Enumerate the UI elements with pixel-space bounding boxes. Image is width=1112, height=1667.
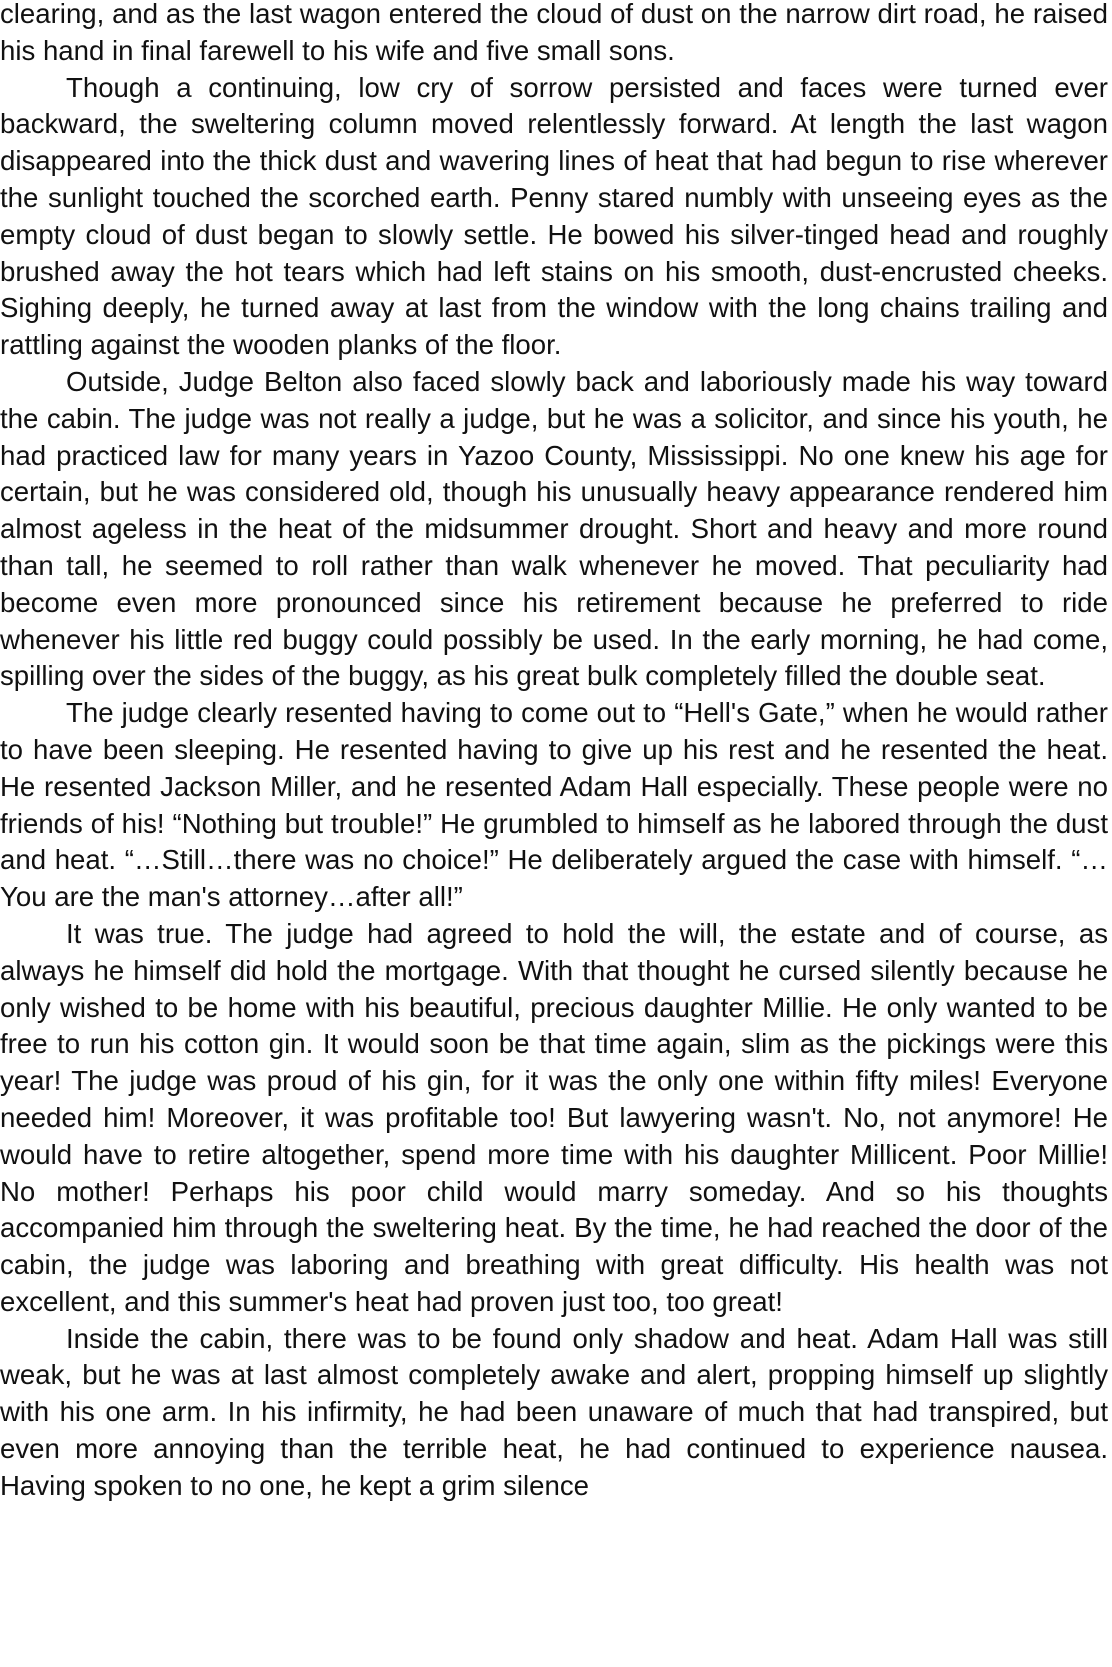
paragraph: It was true. The judge had agreed to hold the will, the estate and of course, as always he himself did hold the mortgage. With that thought he cursed silently because he only wished to be home with his beautiful, precious daughter Millie. He only wanted to be free to run his cotton gin. It would soon be that time again, slim as the pickings were this year! The judge was proud of his gin, for it was the only one within fifty miles! Everyone needed him! Moreover, it was profitable too! But lawyering wasn't. No, not anymore! He would have to retire altogether, spend more time with his daughter Millicent. Poor Millie! No mother! Perhaps his poor child would marry someday. And so his thoughts accompanied him through the sweltering heat. By the time, he had reached the door of the cabin, the judge was laboring and breathing with great difficulty. His health was not excellent, and this summer's heat had proven just too, too great! <box>0 917 1108 1317</box>
paragraph: Though a continuing, low cry of sorrow persisted and faces were turned ever backward, the sweltering column moved relentlessly forward. At length the last wagon disappeared into the thick dust and wavering lines of heat that had begun to rise wherever the sunlight touched the scorched earth. Penny stared numbly with unseeing eyes as the empty cloud of dust began to slowly settle. He bowed his silver-tinged head and roughly brushed away the hot tears which had left stains on his smooth, dust-encrusted cheeks. Sighing deeply, he turned away at last from the window with the long chains trailing and rattling against the wooden planks of the floor. <box>0 71 1108 361</box>
paragraph: Inside the cabin, there was to be found only shadow and heat. Adam Hall was still weak, but he was at last almost completely awake and alert, propping himself up slightly with his one arm. In his infirmity, he had been unaware of much that had transpired, but even more annoying than the terrible heat, he had continued to experience nausea. Having spoken to no one, he kept a grim silence <box>0 1322 1108 1501</box>
paragraph: The judge clearly resented having to come out to “Hell's Gate,” when he would rather to have been sleeping. He resented having to give up his rest and he resented the heat. He resented Jackson Miller, and he resented Adam Hall especially. These people were no friends of his! “Nothing but trouble!” He grumbled to himself as he labored through the dust and heat. “…Still…there was no choice!” He deliberately argued the case with himself. “…You are the man's attorney…after all!” <box>0 697 1108 913</box>
paragraph-continued: clearing, and as the last wagon entered the cloud of dust on the narrow dirt road, he raised his hand in final farewell to his wife and five small sons. <box>0 0 1108 66</box>
paragraph: Outside, Judge Belton also faced slowly back and laboriously made his way toward the cabin. The judge was not really a judge, but he was a solicitor, and since his youth, he had practiced law for many years in Yazoo County, Mississippi. No one knew his age for certain, but he was considered old, though his unusually heavy appearance rendered him almost ageless in the heat of the midsummer drought. Short and heavy and more round than tall, he seemed to roll rather than walk whenever he moved. That peculiarity had become even more pronounced since his retirement because he preferred to ride whenever his little red buggy could possibly be used. In the early morning, he had come, spilling over the sides of the buggy, as his great bulk completely filled the double seat. <box>0 365 1108 692</box>
